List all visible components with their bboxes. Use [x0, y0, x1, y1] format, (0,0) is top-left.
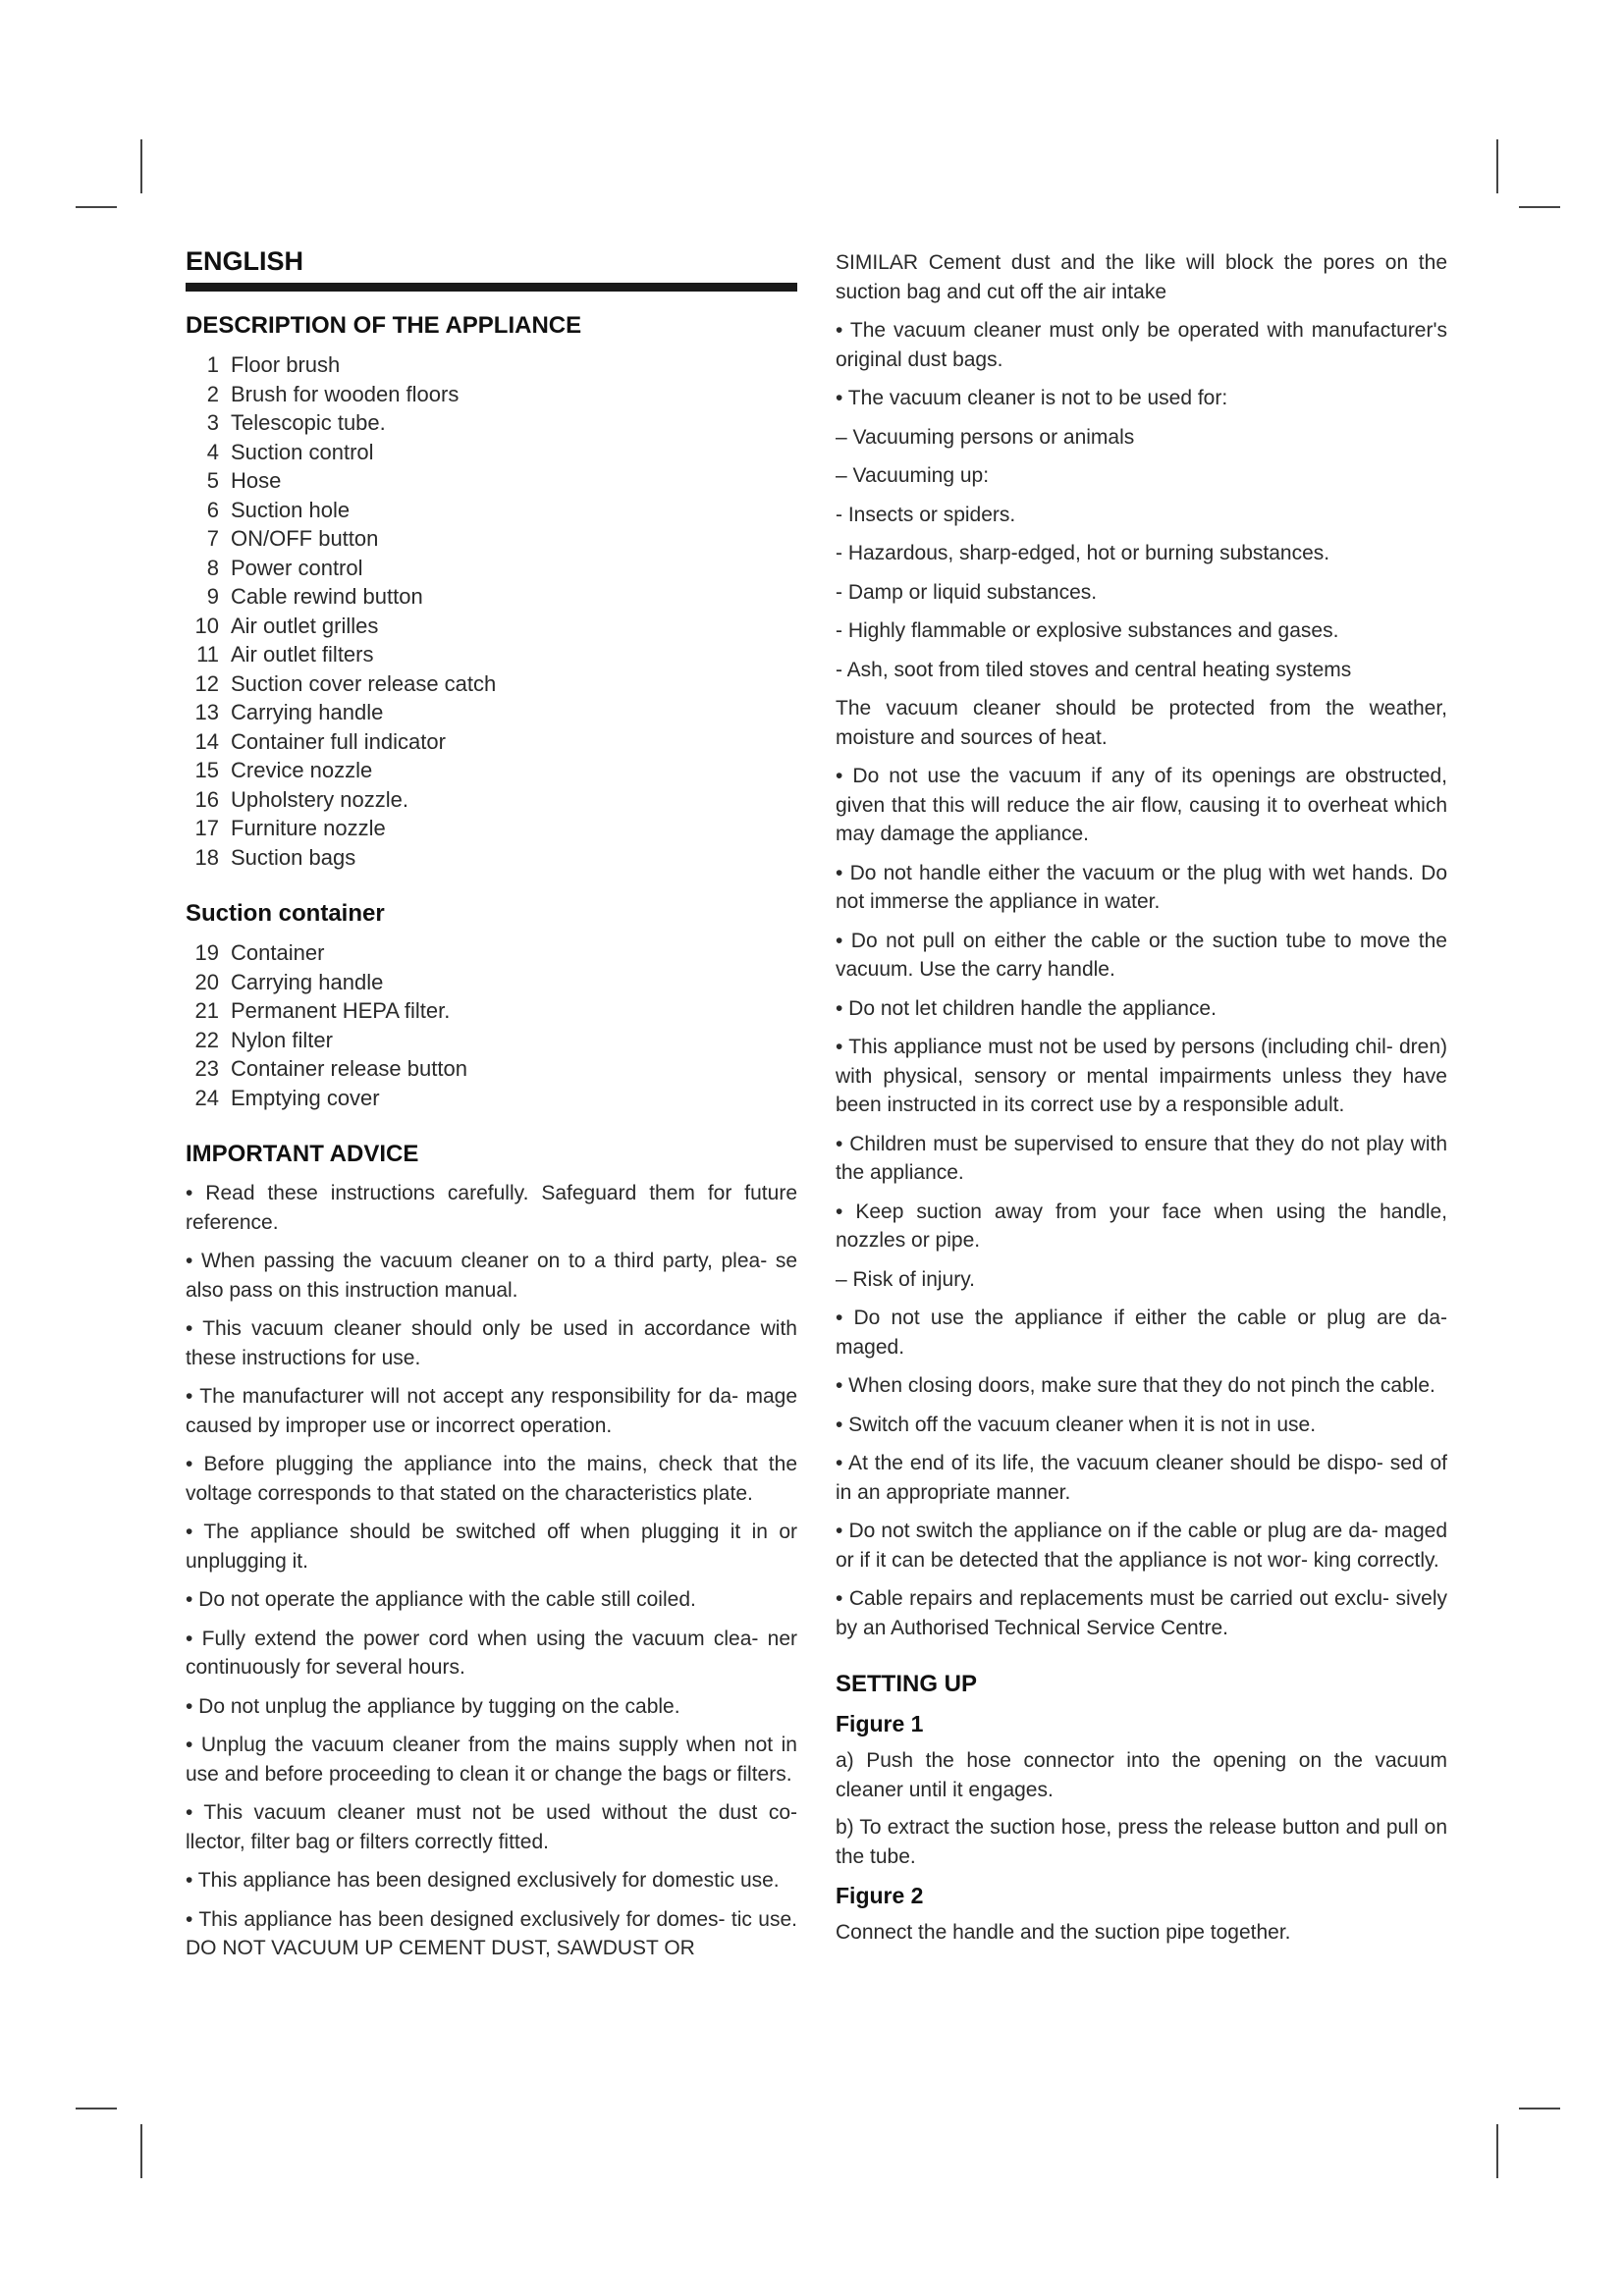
left-column [186, 244, 797, 1973]
item-label: Suction cover release catch [231, 670, 497, 696]
advice-paragraph: - Ash, soot from tiled stoves and central heating systems [836, 658, 1352, 681]
item-number: 15 [194, 758, 219, 782]
crop-mark-top-left-v [140, 139, 142, 193]
crop-mark-bottom-right-h [1519, 2108, 1560, 2109]
list-item [186, 582, 797, 612]
list-item [186, 669, 797, 699]
figure-2-heading: Figure 2 [836, 1883, 924, 1908]
advice-heading: IMPORTANT ADVICE [186, 1141, 419, 1167]
description-heading: DESCRIPTION OF THE APPLIANCE [186, 312, 582, 339]
advice-paragraph: • At the end of its life, the vacuum cleaner should be dispo- sed of in an appropriate manner. [836, 1452, 1447, 1504]
item-number: 9 [206, 584, 219, 609]
advice-list [186, 1179, 797, 1963]
advice-paragraph: • Do not switch the appliance on if the cable or plug are da- maged or if it can be detected that the appliance is not wor- king correctly. [836, 1520, 1447, 1572]
item-number: 16 [194, 786, 219, 812]
item-label: Carrying handle [231, 969, 384, 994]
item-number: 8 [206, 555, 219, 580]
item-number: 19 [194, 940, 219, 965]
item-number: 11 [196, 642, 219, 667]
list-item [186, 350, 797, 380]
advice-paragraph: • The manufacturer will not accept any responsibility for da- mage caused by improper use or incorrect operation. [186, 1385, 797, 1437]
item-number: 18 [194, 844, 219, 870]
list-item [186, 843, 797, 873]
list-item [186, 756, 797, 785]
advice-paragraph: • Before plugging the appliance into the mains, check that the voltage corresponds to that stated on the characteristics plate. [186, 1453, 797, 1505]
advice-paragraph: • Do not handle either the vacuum or the plug with wet hands. Do not immerse the appliance in water. [836, 861, 1447, 913]
advice-paragraph: • Read these instructions carefully. Safeguard them for future reference. [186, 1182, 797, 1234]
crop-mark-top-left-h [76, 206, 117, 208]
list-item [186, 438, 797, 467]
list-item [186, 496, 797, 525]
language-heading: ENGLISH [186, 246, 304, 276]
item-label: Emptying cover [231, 1085, 380, 1110]
list-item [186, 612, 797, 641]
list-item [186, 640, 797, 669]
advice-paragraph: – Vacuuming up: [836, 464, 990, 487]
list-item [186, 524, 797, 554]
item-label: Permanent HEPA filter. [231, 998, 451, 1023]
item-label: ON/OFF button [231, 526, 379, 551]
crop-mark-bottom-left-v [140, 2124, 142, 2178]
advice-paragraph: The vacuum cleaner should be protected from the weather, moisture and sources of heat. [836, 697, 1447, 749]
advice-paragraph: • Do not use the appliance if either the cable or plug are da- maged. [836, 1307, 1447, 1359]
list-item [186, 996, 797, 1026]
item-label: Container release button [231, 1056, 467, 1081]
advice-paragraph: • Do not use the vacuum if any of its openings are obstructed, given that this will reduce the air flow, causing it to overheat which may damage the appliance. [836, 765, 1447, 845]
item-label: Nylon filter [231, 1027, 333, 1052]
advice-paragraph: • The vacuum cleaner is not to be used for: [836, 387, 1228, 409]
advice-paragraph: • This appliance has been designed exclusively for domes- tic use. DO NOT VACUUM UP CEMENT DUST, SAWDUST OR [186, 1907, 797, 1959]
figure-1-step-b: b) To extract the suction hose, press the release button and pull on the tube. [836, 1816, 1447, 1868]
item-label: Telescopic tube. [231, 410, 386, 435]
advice-paragraph: - Insects or spiders. [836, 503, 1016, 526]
item-label: Suction hole [231, 497, 351, 522]
item-number: 7 [206, 526, 219, 551]
item-number: 24 [194, 1085, 219, 1110]
item-label: Suction bags [231, 844, 356, 870]
advice-paragraph: – Risk of injury. [836, 1267, 975, 1291]
advice-paragraph: • This vacuum cleaner should only be used in accordance with these instructions for use. [186, 1317, 797, 1369]
item-number: 14 [194, 728, 219, 754]
item-number: 17 [194, 816, 219, 840]
advice-paragraph: - Hazardous, sharp-edged, hot or burning substances. [836, 542, 1330, 564]
list-item [186, 938, 797, 968]
advice-paragraph: • Children must be supervised to ensure that they do not play with the appliance. [836, 1132, 1447, 1184]
container-heading: Suction container [186, 900, 385, 927]
advice-paragraph: • The vacuum cleaner must only be operated with manufacturer's original dust bags. [836, 319, 1447, 371]
item-label: Brush for wooden floors [231, 381, 460, 406]
item-number: 20 [194, 969, 219, 994]
container-parts-list [186, 938, 797, 1112]
item-number: 3 [206, 410, 219, 435]
item-label: Container full indicator [231, 728, 446, 754]
figure-2-text: Connect the handle and the suction pipe together. [836, 1921, 1291, 1944]
advice-paragraph: • Do not let children handle the appliance. [836, 996, 1217, 1020]
advice-paragraph: • The appliance should be switched off when plugging it in or unplugging it. [186, 1521, 797, 1573]
advice-paragraph: • Unplug the vacuum cleaner from the mains supply when not in use and before proceeding to clean it or change the bags or filters. [186, 1734, 797, 1786]
item-number: 12 [194, 670, 219, 696]
setting-up-heading: SETTING UP [836, 1671, 978, 1697]
item-number: 21 [194, 998, 219, 1023]
list-item [186, 408, 797, 438]
advice-paragraph: • Keep suction away from your face when using the handle, nozzles or pipe. [836, 1200, 1447, 1252]
item-label: Carrying handle [231, 700, 384, 724]
advice-paragraph: • When closing doors, make sure that they do not pinch the cable. [836, 1374, 1435, 1397]
item-number: 13 [194, 700, 219, 724]
list-item [186, 1026, 797, 1055]
item-number: 22 [194, 1027, 219, 1052]
item-label: Upholstery nozzle. [231, 786, 408, 812]
list-item [186, 814, 797, 843]
parts-list [186, 350, 797, 872]
list-item [186, 1054, 797, 1084]
crop-mark-bottom-left-h [76, 2108, 117, 2109]
crop-mark-bottom-right-v [1496, 2124, 1498, 2178]
advice-paragraph: • Do not unplug the appliance by tugging on the cable. [186, 1694, 680, 1718]
item-label: Furniture nozzle [231, 816, 386, 840]
advice-continued-list [836, 248, 1447, 1642]
list-item [186, 727, 797, 757]
list-item [186, 968, 797, 997]
advice-paragraph: SIMILAR Cement dust and the like will block the pores on the suction bag and cut off the air intake [836, 251, 1447, 303]
advice-paragraph: - Damp or liquid substances. [836, 580, 1098, 604]
item-number: 23 [194, 1056, 219, 1081]
advice-paragraph: • Cable repairs and replacements must be carried out exclu- sively by an Authorised Technical Service Centre. [836, 1587, 1447, 1639]
item-label: Air outlet filters [231, 642, 374, 667]
list-item [186, 1084, 797, 1113]
advice-paragraph: – Vacuuming persons or animals [836, 425, 1135, 449]
right-column [836, 248, 1447, 1956]
item-number: 2 [206, 381, 219, 406]
item-number: 1 [206, 352, 219, 377]
item-label: Suction control [231, 439, 374, 464]
list-item [186, 380, 797, 409]
advice-paragraph: • Fully extend the power cord when using the vacuum clea- ner continuously for several hours. [186, 1627, 797, 1679]
advice-paragraph: • This appliance has been designed exclusively for domestic use. [186, 1869, 780, 1892]
advice-paragraph: • When passing the vacuum cleaner on to a third party, plea- se also pass on this instruction manual. [186, 1250, 797, 1302]
figure-1-heading: Figure 1 [836, 1711, 924, 1736]
item-number: 6 [206, 497, 219, 522]
heading-rule [186, 283, 797, 292]
list-item [186, 698, 797, 727]
item-label: Cable rewind button [231, 584, 423, 609]
crop-mark-top-right-h [1519, 206, 1560, 208]
advice-paragraph: • Do not operate the appliance with the cable still coiled. [186, 1588, 696, 1611]
crop-mark-top-right-v [1496, 139, 1498, 193]
figure-1-step-a: a) Push the hose connector into the opening on the vacuum cleaner until it engages. [836, 1749, 1447, 1801]
advice-paragraph: - Highly flammable or explosive substances and gases. [836, 619, 1339, 642]
advice-paragraph: • This appliance must not be used by persons (including chil- dren) with physical, sensory or mental impairments unless they have been instructed in its correct use by a responsible adult. [836, 1036, 1447, 1116]
item-number: 10 [194, 613, 219, 638]
item-label: Floor brush [231, 352, 341, 377]
list-item [186, 785, 797, 815]
item-label: Air outlet grilles [231, 613, 379, 638]
item-label: Power control [231, 555, 363, 580]
item-label: Hose [231, 468, 282, 493]
advice-paragraph: • Do not pull on either the cable or the suction tube to move the vacuum. Use the carry handle. [836, 929, 1447, 981]
item-label: Crevice nozzle [231, 758, 373, 782]
item-number: 5 [206, 468, 219, 493]
item-number: 4 [206, 439, 219, 464]
item-label: Container [231, 940, 325, 965]
advice-paragraph: • This vacuum cleaner must not be used without the dust co- llector, filter bag or filters correctly fitted. [186, 1801, 797, 1853]
advice-paragraph: • Switch off the vacuum cleaner when it is not in use. [836, 1413, 1317, 1436]
list-item [186, 554, 797, 583]
list-item [186, 466, 797, 496]
